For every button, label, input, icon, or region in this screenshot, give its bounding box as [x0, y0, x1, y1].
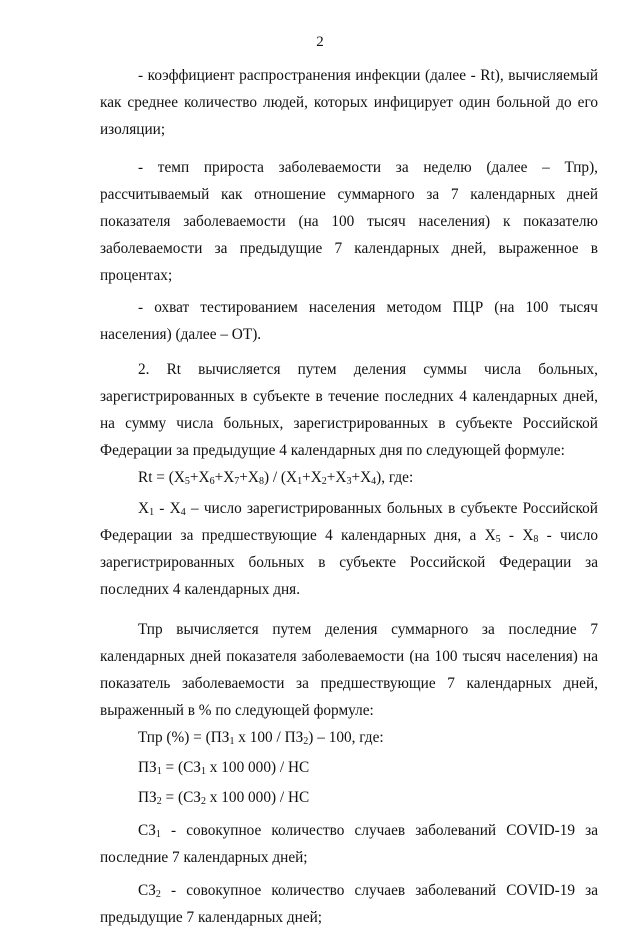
paragraph-ot-definition: - охват тестированием населения методом ПЦР (на 100 тысяч населения) (далее – ОТ).	[100, 299, 598, 343]
paragraph-sz2-definition: $СЗ_2$ - совокупное количество случаев заболеваний COVID-19 за предыдущие 7 календарных дней;	[100, 882, 598, 926]
page-number: 2	[316, 34, 324, 50]
paragraph-rt-definition: - коэффициент распространения инфекции (далее - Rt), вычисляемый как среднее количество людей, которых инфицирует один больной до его изоляции;	[100, 67, 598, 138]
paragraph-sz1-definition: $СЗ_1$ - совокупное количество случаев заболеваний COVID-19 за последние 7 календарных дней;	[100, 822, 598, 866]
formula-pz1: $ПЗ_1 = (СЗ_1$ x 100 000) / НС	[138, 759, 310, 777]
formula-pz2: $ПЗ_2 = (СЗ_2$ x 100 000) / НС	[138, 789, 310, 807]
paragraph-tpr-calculation: Тпр вычисляется путем деления суммарного за последние 7 календарных дней показателя заболеваемости (на 100 тысяч населения) на показатель заболеваемости за предшествующие 7 календарных дней, выраженный в % по следующей формуле:	[100, 621, 598, 719]
formula-rt: $Rt = (X_5+X_6+X_7+X_8) / (X_1+X_2+X_3+X_4)$, где:	[138, 469, 414, 487]
document-body	[100, 0, 598, 931]
paragraph-x-definition: $X_1 - X_4$ – число зарегистрированных больных в субъекте Российской Федерации за предшествующие 4 календарных дня, а $X_5 - X_8$ - число зарегистрированных больных в субъекте Российской Федерации за последних 4 календарных дня.	[100, 500, 598, 598]
paragraph-tpr-definition: - темп прироста заболеваемости за неделю (далее – Тпр), рассчитываемый как отношение суммарного за 7 календарных дней показателя заболеваемости (на 100 тысяч населения) к показателю заболеваемости за предыдущие 7 календарных дней, выраженное в процентах;	[100, 159, 598, 284]
formula-tpr: Тпр (%) = ($ПЗ_1$ x $100 / ПЗ_2) - 100$, где:	[138, 729, 384, 747]
paragraph-rt-calculation: 2. Rt вычисляется путем деления суммы числа больных, зарегистрированных в субъекте в течение последних 4 календарных дней, на сумму числа больных, зарегистрированных в субъекте Российской Федерации за предыдущие 4 календарных дня по следующей формуле:	[100, 361, 598, 459]
